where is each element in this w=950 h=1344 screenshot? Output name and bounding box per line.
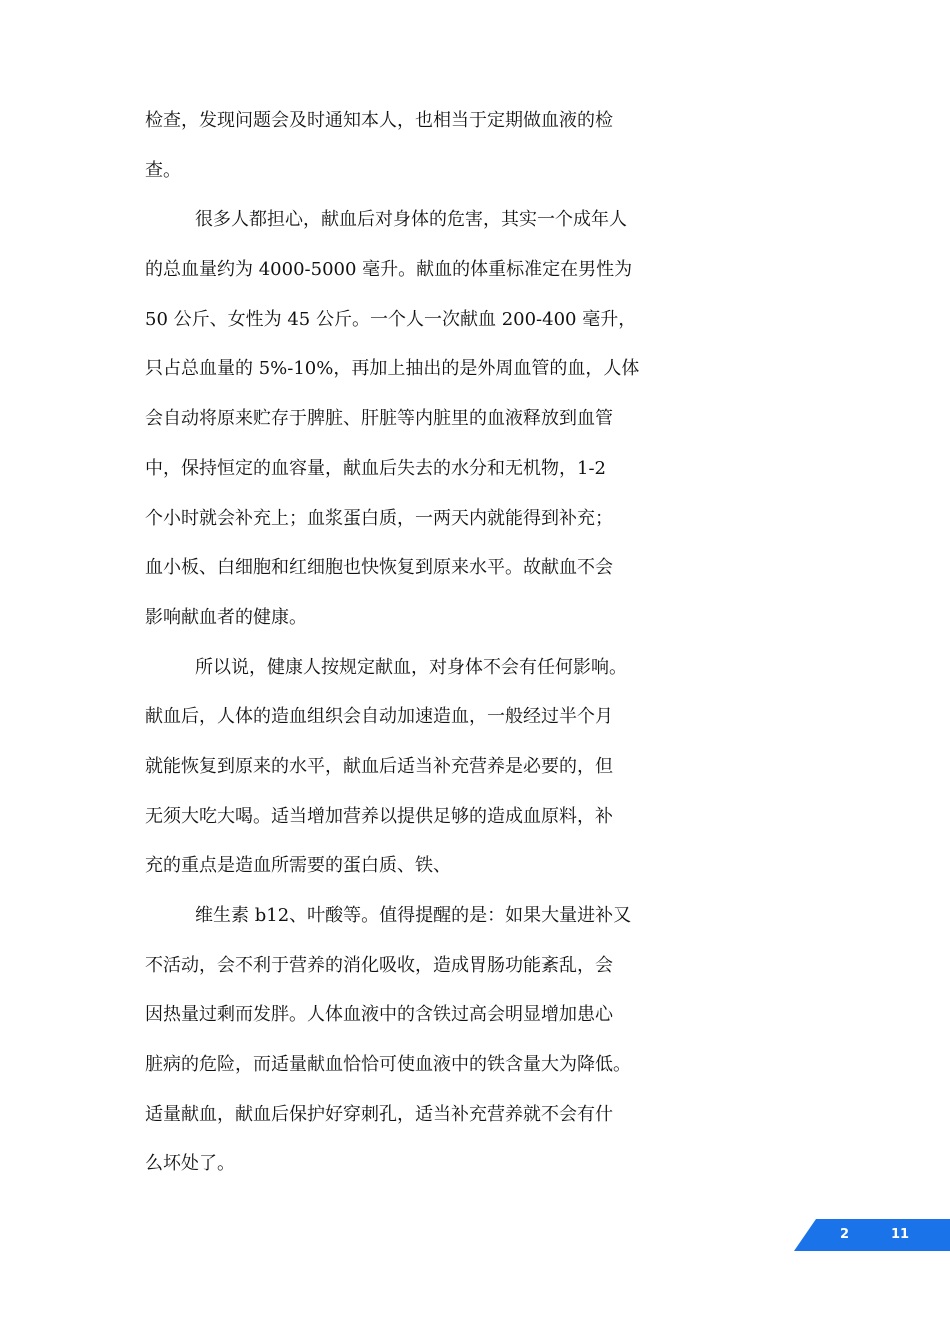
text-line: 适量献血，献血后保护好穿刺孔，适当补充营养就不会有什	[145, 1103, 613, 1125]
text-line: 很多人都担心，献血后对身体的危害，其实一个成年人	[195, 209, 627, 231]
current-page-number: 2	[840, 1227, 850, 1242]
total-pages-number: 11	[891, 1227, 910, 1242]
text-line: 因热量过剩而发胖。人体血液中的含铁过高会明显增加患心	[145, 1004, 613, 1026]
text-line: 检查，发现问题会及时通知本人，也相当于定期做血液的检	[145, 110, 613, 131]
text-line: 的总血量约为 4000-5000 毫升。献血的体重标准定在男性为	[145, 259, 633, 281]
document-body	[145, 96, 815, 1189]
text-line: 个小时就会补充上；血浆蛋白质，一两天内就能得到补充；	[145, 507, 613, 529]
text-line: 么坏处了。	[145, 1153, 235, 1175]
text-line: 影响献血者的健康。	[145, 606, 307, 628]
text-line: 所以说，健康人按规定献血，对身体不会有任何影响。	[195, 656, 627, 678]
text-line: 不活动，会不利于营养的消化吸收，造成胃肠功能紊乱，会	[145, 954, 613, 976]
text-line: 50 公斤、女性为 45 公斤。一个人一次献血 200-400 毫升，	[145, 308, 637, 330]
text-line: 血小板、白细胞和红细胞也快恢复到原来水平。故献血不会	[145, 557, 613, 579]
footer-band	[794, 1219, 950, 1251]
text-line: 会自动将原来贮存于脾脏、肝脏等内脏里的血液释放到血管	[145, 408, 613, 430]
text-line: 只占总血量的 5%-10%，再加上抽出的是外周血管的血，人体	[145, 358, 640, 380]
text-line: 中，保持恒定的血容量，献血后失去的水分和无机物，1-2	[145, 457, 606, 479]
text-line: 充的重点是造血所需要的蛋白质、铁、	[145, 855, 451, 877]
text-line: 脏病的危险，而适量献血恰恰可使血液中的铁含量大为降低。	[145, 1054, 631, 1076]
page-footer	[794, 1219, 950, 1251]
text-line: 就能恢复到原来的水平，献血后适当补充营养是必要的，但	[145, 755, 613, 777]
text-line: 献血后，人体的造血组织会自动加速造血，一般经过半个月	[145, 706, 613, 728]
text-line: 维生素 b12、叶酸等。值得提醒的是：如果大量进补又	[195, 905, 632, 926]
text-line: 查。	[145, 159, 181, 181]
text-line: 无须大吃大喝。适当增加营养以提供足够的造成血原料，补	[145, 805, 613, 827]
